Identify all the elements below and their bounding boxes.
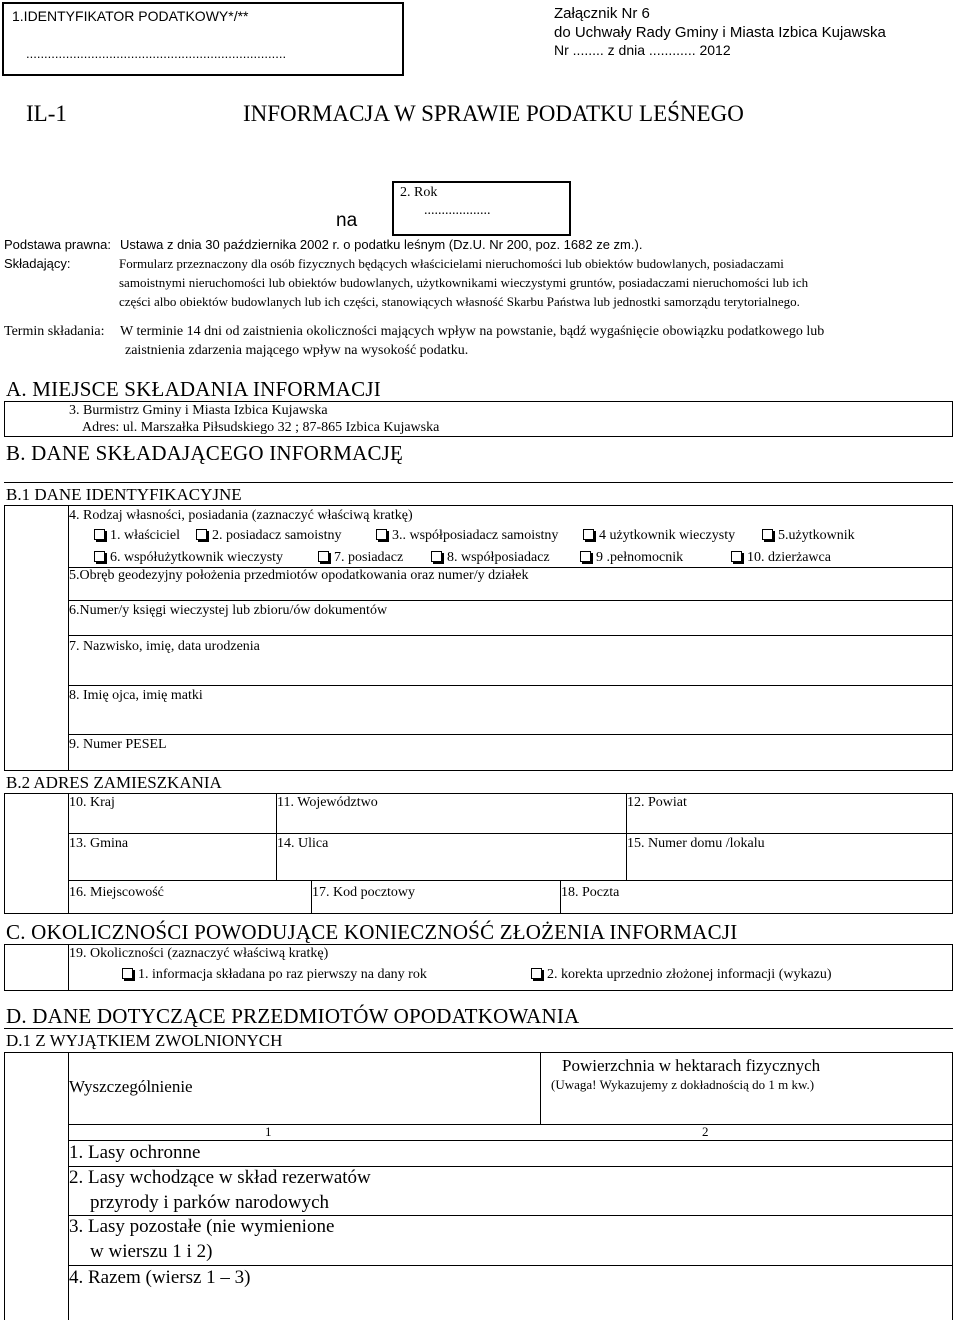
legal-basis-text: Ustawa z dnia 30 października 2002 r. o podatku leśnym (Dz.U. Nr 200, poz. 1682 ze zm.).	[120, 237, 643, 252]
row-other-forests: 3. Lasy pozostałe (nie wymienione	[69, 1216, 335, 1237]
year-box	[392, 181, 571, 236]
section-b-rule	[4, 482, 953, 483]
filer-text-2: samoistnymi nieruchomości lub obiektów budowlanych, użytkownikami wieczystymi gruntów, posiadaczami nieruchomości lub ich	[119, 275, 809, 290]
b2-rule-2	[68, 880, 953, 881]
annex-line-1: Załącznik Nr 6	[554, 5, 650, 22]
filer-label: Składający:	[4, 256, 71, 271]
field-18-post-office[interactable]: 18. Poczta	[561, 885, 620, 900]
d1-header-rule	[68, 1124, 953, 1125]
field-13-commune[interactable]: 13. Gmina	[69, 836, 129, 851]
section-d-rule	[4, 1028, 953, 1029]
year-field[interactable]: ...................	[424, 203, 491, 218]
b1-rule-8	[68, 685, 953, 686]
section-d-heading: D. DANE DOTYCZĄCE PRZEDMIOTÓW OPODATKOWANIA	[6, 1004, 580, 1028]
d1-num-rule	[68, 1140, 953, 1141]
year-prefix: na	[336, 210, 358, 231]
section-c-heading: C. OKOLICZNOŚCI POWODUJĄCE KONIECZNOŚĆ ZŁOŻENIA INFORMACJI	[6, 920, 738, 944]
ownership-label: 4. Rodzaj własności, posiadania (zaznaczyć właściwą kratkę)	[69, 508, 413, 523]
field-9-label[interactable]: 9. Numer PESEL	[69, 737, 167, 752]
filer-text-1: Formularz przeznaczony dla osób fizycznych będących właścicielami nieruchomości lub obiektów budowlanych, posiadaczami	[119, 256, 784, 271]
checkbox-icon[interactable]	[122, 968, 133, 979]
b2-rule-1	[68, 833, 953, 834]
annex-line-3: Nr ........ z dnia ............ 2012	[554, 42, 731, 58]
b1-rule-9	[68, 734, 953, 735]
field-12-county[interactable]: 12. Powiat	[627, 795, 687, 810]
section-a-heading: A. MIEJSCE SKŁADANIA INFORMACJI	[6, 377, 381, 401]
form-title: INFORMACJA W SPRAWIE PODATKU LEŚNEGO	[243, 101, 744, 126]
ownership-option-10[interactable]: 10. dzierżawca	[731, 550, 831, 566]
ownership-option-3[interactable]: 3.. współposiadacz samoistny	[376, 528, 558, 544]
col-area-note: (Uwaga! Wykazujemy z dokładnością do 1 m kw.)	[551, 1077, 815, 1092]
tax-id-label: 1.IDENTYFIKATOR PODATKOWY*/**	[12, 8, 249, 24]
field-17-postal-code[interactable]: 17. Kod pocztowy	[312, 885, 416, 900]
checkbox-icon[interactable]	[583, 529, 594, 540]
field-16-city[interactable]: 16. Miejscowość	[69, 885, 164, 900]
legal-basis-label: Podstawa prawna:	[4, 237, 111, 252]
b1-rule-6	[68, 600, 953, 601]
row-other-forests-cont: w wierszu 1 i 2)	[90, 1241, 213, 1262]
field-5-label[interactable]: 5.Obręb geodezyjny położenia przedmiotów opodatkowania oraz numer/y działek	[69, 568, 529, 583]
circumstance-option-2[interactable]: 2. korekta uprzednio złożonej informacji (wykazu)	[531, 967, 832, 983]
field-7-label[interactable]: 7. Nazwisko, imię, data urodzenia	[69, 639, 260, 654]
row-reserve-forests: 2. Lasy wchodzące w skład rezerwatów	[69, 1167, 371, 1188]
checkbox-icon[interactable]	[94, 551, 105, 562]
b2-heading: B.2 ADRES ZAMIESZKANIA	[6, 773, 222, 792]
field-14-street[interactable]: 14. Ulica	[277, 836, 329, 851]
checkbox-icon[interactable]	[431, 551, 442, 562]
ownership-option-1[interactable]: 1. właściciel	[94, 528, 180, 544]
section-b-heading: B. DANE SKŁADAJĄCEGO INFORMACJĘ	[6, 441, 404, 465]
annex-line-2: do Uchwały Rady Gminy i Miasta Izbica Kujawska	[554, 24, 886, 41]
field-11-voivodeship[interactable]: 11. Województwo	[277, 795, 378, 810]
col-num-2: 2	[702, 1124, 709, 1139]
row-reserve-forests-cont: przyrody i parków narodowych	[90, 1192, 330, 1213]
checkbox-icon[interactable]	[731, 551, 742, 562]
ownership-option-8[interactable]: 8. współposiadacz	[431, 550, 550, 566]
ownership-option-7[interactable]: 7. posiadacz	[318, 550, 403, 566]
field-15-house-number[interactable]: 15. Numer domu /lokalu	[627, 836, 765, 851]
deadline-label: Termin składania:	[4, 324, 105, 339]
ownership-option-9[interactable]: 9 .pełnomocnik	[580, 550, 683, 566]
b1-indent-line	[68, 505, 69, 771]
deadline-text-2: zaistnienia zdarzenia mającego wpływ na wysokość podatku.	[125, 343, 469, 358]
field-8-label[interactable]: 8. Imię ojca, imię matki	[69, 688, 203, 703]
circumstance-option-1[interactable]: 1. informacja składana po raz pierwszy na dany rok	[122, 967, 427, 983]
checkbox-icon[interactable]	[196, 529, 207, 540]
checkbox-icon[interactable]	[762, 529, 773, 540]
year-label: 2. Rok	[400, 185, 438, 200]
section-b1-box	[4, 505, 953, 771]
field-19-label: 19. Okoliczności (zaznaczyć właściwą kratkę)	[69, 946, 329, 961]
deadline-text-1: W terminie 14 dni od zaistnienia okoliczności mających wpływ na powstanie, bądź wygaśnięcie obowiązku podatkowego lub	[120, 324, 825, 339]
ownership-option-5[interactable]: 5.użytkownik	[762, 528, 855, 544]
col-description-header: Wyszczególnienie	[69, 1077, 193, 1096]
ownership-option-2[interactable]: 2. posiadacz samoistny	[196, 528, 341, 544]
row-rule-3	[68, 1265, 953, 1266]
b1-rule-7	[68, 635, 953, 636]
ownership-option-6[interactable]: 6. współużytkownik wieczysty	[94, 550, 283, 566]
row-total: 4. Razem (wiersz 1 – 3)	[69, 1267, 251, 1288]
d1-heading: D.1 Z WYJĄTKIEM ZWOLNIONYCH	[6, 1031, 283, 1050]
checkbox-icon[interactable]	[318, 551, 329, 562]
checkbox-icon[interactable]	[531, 968, 542, 979]
tax-office: 3. Burmistrz Gminy i Miasta Izbica Kujawska	[69, 403, 328, 418]
b1-heading: B.1 DANE IDENTYFIKACYJNE	[6, 485, 242, 504]
checkbox-icon[interactable]	[94, 529, 105, 540]
row-protective-forests: 1. Lasy ochronne	[69, 1142, 201, 1163]
filer-text-3: części albo obiektów budowlanych lub ich części, stanowiących własność Skarbu Państwa lub jednostki samorządu terytorialnego.	[119, 294, 800, 309]
field-10-country[interactable]: 10. Kraj	[69, 795, 115, 810]
ownership-option-4[interactable]: 4 użytkownik wieczysty	[583, 528, 735, 544]
tax-id-box	[2, 2, 404, 76]
col-num-1: 1	[265, 1124, 272, 1139]
col-area-header: Powierzchnia w hektarach fizycznych	[562, 1056, 821, 1075]
d1-col-divider	[540, 1052, 541, 1124]
checkbox-icon[interactable]	[580, 551, 591, 562]
checkbox-icon[interactable]	[376, 529, 387, 540]
field-6-label[interactable]: 6.Numer/y księgi wieczystej lub zbioru/ów dokumentów	[69, 603, 388, 618]
tax-office-address: Adres: ul. Marszałka Piłsudskiego 32 ; 87-865 Izbica Kujawska	[82, 420, 440, 435]
form-code: IL-1	[26, 101, 67, 126]
tax-id-dots: ........................................................................	[26, 46, 287, 61]
